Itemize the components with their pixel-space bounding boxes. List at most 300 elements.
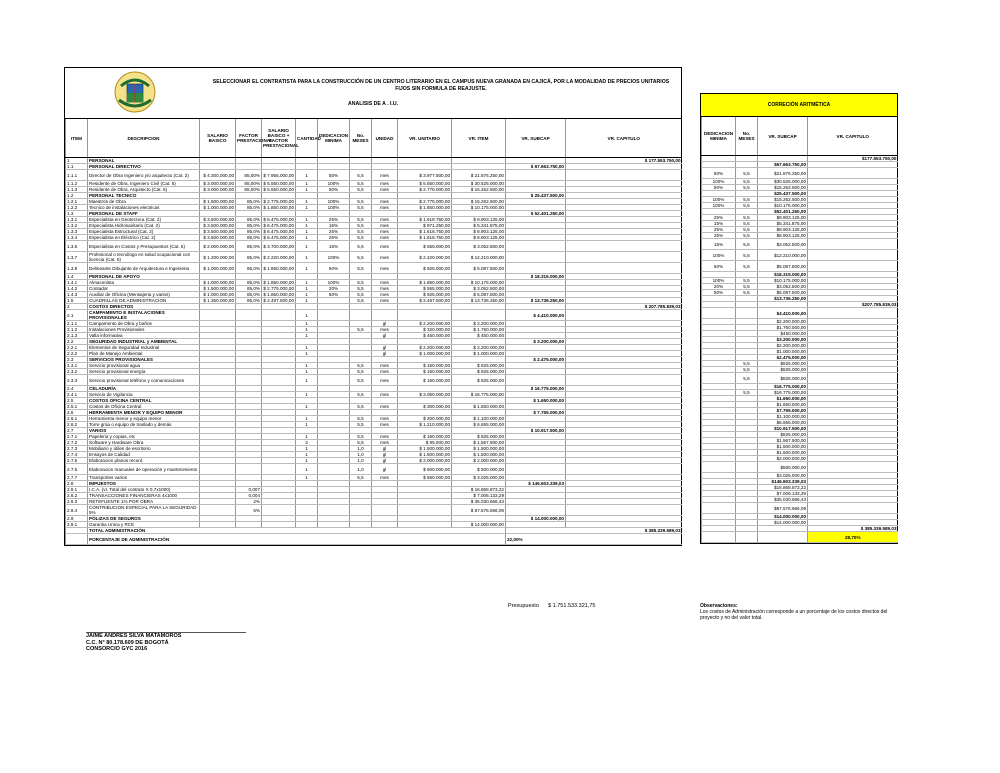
table-cell: 85,0%: [236, 199, 262, 205]
table-cell: RETEFUENTE 1% POR OBRA: [88, 499, 200, 505]
correction-percentage-value: 28,70%: [808, 532, 898, 543]
correction-column-header: DEDICACION MINIMA: [702, 117, 736, 156]
correction-cell: 100%: [702, 197, 736, 203]
table-cell: [236, 464, 262, 475]
correction-cell: $16.868.873,22: [758, 485, 808, 491]
table-cell: mes: [372, 187, 398, 193]
table-cell: $ 7.755.000,00: [506, 410, 566, 416]
table-cell: 1: [296, 229, 318, 235]
table-cell: [506, 464, 566, 475]
table-cell: [350, 505, 372, 516]
observations-text: Los costos de Administración corresponde a un porcentaje de los costos directos del proyecto y no del valor total.: [700, 609, 888, 621]
correction-cell: $30.525.000,00: [758, 179, 808, 185]
table-cell: [398, 310, 452, 321]
table-cell: 1: [296, 187, 318, 193]
table-cell: $ 14.000.000,00: [452, 522, 506, 528]
table-cell: 1: [296, 327, 318, 333]
table-cell: VARIOS: [88, 428, 200, 434]
correction-title: CORRECIÓN ARITMÉTICA: [701, 94, 897, 117]
table-cell: 5,5: [350, 475, 372, 481]
table-cell: $ 3.000.000,00: [200, 187, 236, 193]
correction-cell: $10.175.000,00: [758, 278, 808, 284]
table-cell: 5,5: [350, 422, 372, 428]
table-cell: 25%: [318, 217, 350, 223]
correction-cell: [808, 373, 898, 384]
table-cell: [506, 263, 566, 274]
correction-cell: $1.650.000,00: [758, 402, 808, 408]
table-cell: $ 1.650.000,00: [452, 404, 506, 410]
table-cell: mes: [372, 235, 398, 241]
table-cell: 100%: [318, 205, 350, 211]
column-header: FACTOR PRESTACIONAL: [236, 119, 262, 158]
table-cell: [506, 170, 566, 181]
table-cell: 2.8.2: [66, 493, 88, 499]
table-cell: 2.3.1: [66, 363, 88, 369]
table-cell: $ 1.618.750,00: [398, 217, 452, 223]
table-cell: $ 3.052.500,00: [452, 241, 506, 252]
table-cell: mes: [372, 286, 398, 292]
table-cell: PÓLIZAS DE SEGUROS: [88, 516, 200, 522]
correction-row: [702, 168, 898, 179]
table-cell: mes: [372, 404, 398, 410]
correction-cell: $14.000.000,00: [758, 514, 808, 520]
correction-cell: 5,5: [736, 215, 758, 221]
table-cell: CONTRIBUCION ESPECIAL PARA LA SEGURIDAD 5%: [88, 505, 200, 516]
table-cell: [566, 505, 682, 516]
correction-cell: [808, 261, 898, 272]
table-cell: $ 1.618.750,00: [398, 229, 452, 235]
percentage-row: [66, 534, 682, 545]
table-cell: mes: [372, 292, 398, 298]
correction-cell: [736, 308, 758, 319]
table-cell: $ 1.850.000,00: [262, 263, 296, 274]
table-cell: 2.2.2: [66, 351, 88, 357]
table-cell: Software y Hardware Obra: [88, 440, 200, 446]
correction-cell: 5,5: [736, 227, 758, 233]
table-cell: Almacenista: [88, 280, 200, 286]
correction-cell: $1.000.000,00: [758, 349, 808, 355]
table-cell: gl: [372, 351, 398, 357]
correction-cell: $3.200.000,00: [758, 337, 808, 343]
table-row: [66, 375, 682, 386]
table-cell: 1: [296, 298, 318, 304]
table-cell: 1: [296, 223, 318, 229]
table-cell: $ 1.500.000,00: [452, 446, 506, 452]
table-cell: gl: [372, 333, 398, 339]
table-cell: 1: [296, 205, 318, 211]
table-cell: 1: [296, 351, 318, 357]
correction-cell: $450.000,00: [758, 331, 808, 337]
table-cell: 1.5: [66, 298, 88, 304]
signer-name: JAIME ANDRES SILVA MATAMOROS: [86, 633, 182, 639]
table-cell: [350, 310, 372, 321]
table-cell: PERSONAL DE APOYO: [88, 274, 200, 280]
table-cell: 5,5: [350, 434, 372, 440]
correction-cell: $21.876.250,00: [758, 168, 808, 179]
table-cell: 1.1.2: [66, 181, 88, 187]
table-cell: Elaboracion planos record: [88, 458, 200, 464]
table-cell: Torre grúa o equipo de traslado y demás: [88, 422, 200, 428]
table-cell: Herramienta menor y equipo menor: [88, 416, 200, 422]
table-cell: 1: [296, 292, 318, 298]
table-cell: Servicio de Vigilancia: [88, 392, 200, 398]
table-cell: $ 1.000.000,00: [200, 280, 236, 286]
document-title: SELECCIONAR EL CONTRATISTA PARA LA CONSTRUCCIÓN DE UN CENTRO LITERARIO EN EL CAMPUS NUEVA GRANADA EN CAJICÁ, POR LA MODALIDAD DE PRECIOS UNITARIOS FIJOS SIN FORMULA DE REAJUSTE.: [212, 79, 670, 92]
table-cell: $ 825.000,00: [452, 375, 506, 386]
table-cell: $ 15.262.500,00: [452, 187, 506, 193]
table-cell: $ 21.876.250,00: [452, 170, 506, 181]
table-cell: 25%: [318, 235, 350, 241]
table-header-row: [66, 119, 682, 158]
correction-cell: 5,5: [736, 203, 758, 209]
table-cell: 5,5: [350, 286, 372, 292]
table-cell: $ 3.700.000,00: [262, 241, 296, 252]
table-cell: $ 825.000,00: [452, 363, 506, 369]
table-cell: mes: [372, 199, 398, 205]
correction-cell: 100%: [702, 278, 736, 284]
column-header: VR. CAPITULO: [566, 119, 682, 158]
correction-cell: 15%: [702, 221, 736, 227]
correction-cell: $2.475.000,00: [758, 355, 808, 361]
table-cell: $ 2.000.000,00: [200, 241, 236, 252]
table-cell: 1: [296, 452, 318, 458]
table-cell: 2.8.1: [66, 487, 88, 493]
table-cell: 2.2.1: [66, 345, 88, 351]
table-cell: $ 2.200.000,00: [452, 321, 506, 327]
table-cell: mes: [372, 280, 398, 286]
table-cell: [506, 252, 566, 263]
table-cell: mes: [372, 298, 398, 304]
total-value: $ 385.339.589,03: [506, 528, 682, 534]
table-cell: [318, 464, 350, 475]
correction-row: [702, 250, 898, 261]
table-cell: [236, 375, 262, 386]
table-cell: $ 8.903.125,00: [452, 217, 506, 223]
correction-cell: [702, 373, 736, 384]
table-cell: $ 1.000.000,00: [200, 263, 236, 274]
table-cell: mes: [372, 229, 398, 235]
correction-cell: $15.262.500,00: [758, 197, 808, 203]
table-cell: $ 2.497.500,00: [398, 298, 452, 304]
table-cell: $ 14.000.000,00: [506, 516, 566, 522]
table-cell: $ 2.220.000,00: [262, 252, 296, 263]
table-cell: $ 87.576.666,09: [452, 505, 506, 516]
table-cell: 1.3.1: [66, 217, 88, 223]
table-cell: [566, 310, 682, 321]
table-cell: 1: [296, 170, 318, 181]
table-cell: $ 925.000,00: [398, 292, 452, 298]
table-cell: Servicio provisional teléfono y comunicaciones: [88, 375, 200, 386]
table-cell: 0,004: [236, 493, 262, 499]
table-cell: [566, 252, 682, 263]
table-cell: PERSONAL DE STAFF: [88, 211, 200, 217]
table-cell: $ 1.350.000,00: [200, 298, 236, 304]
table-cell: $ 52.401.250,00: [506, 211, 566, 217]
correction-row: [702, 503, 898, 514]
table-cell: $ 2.200.000,00: [398, 345, 452, 351]
table-cell: 2: [66, 304, 88, 310]
table-cell: 1: [296, 199, 318, 205]
table-cell: 2.7.4: [66, 452, 88, 458]
correction-cell: $25.437.500,00: [758, 191, 808, 197]
table-cell: Especialista en Geotecnica (Cat. 2): [88, 217, 200, 223]
table-cell: 1.3.3: [66, 229, 88, 235]
table-cell: 1: [296, 422, 318, 428]
correction-column-header: No. MESES: [736, 117, 758, 156]
table-cell: 2.3.2: [66, 369, 88, 375]
total-label: TOTAL ADMINISTRACIÓN: [88, 528, 506, 534]
table-cell: 2.1.2: [66, 327, 88, 333]
table-cell: Tecnico de instalaciones electricas: [88, 205, 200, 211]
table-cell: 2.8: [66, 481, 88, 487]
column-header: ITEM: [66, 119, 88, 158]
table-cell: 85,0%: [236, 241, 262, 252]
table-cell: Papeleria y copias, etc: [88, 434, 200, 440]
table-cell: $ 2.200.000,00: [452, 345, 506, 351]
document-subtitle: ANALISIS DE A . I.U.: [347, 101, 399, 107]
table-cell: 2.6: [66, 410, 88, 416]
table-cell: COSTOS OFICINA CENTRAL: [88, 398, 200, 404]
table-cell: $ 150.000,00: [398, 369, 452, 375]
correction-cell: 25%: [702, 215, 736, 221]
correction-cell: $1.567.500,00: [758, 438, 808, 444]
table-cell: mes: [372, 440, 398, 446]
table-cell: $ 12.210.000,00: [452, 252, 506, 263]
table-cell: 1: [296, 363, 318, 369]
table-cell: $ 207.785.839,03: [566, 304, 682, 310]
table-cell: Contador: [88, 286, 200, 292]
correction-cell: 5,5: [736, 373, 758, 384]
table-cell: $ 10.175.000,00: [452, 280, 506, 286]
table-cell: 5,5: [350, 170, 372, 181]
table-cell: 5,5: [350, 416, 372, 422]
table-cell: gl: [372, 458, 398, 464]
table-cell: [566, 241, 682, 252]
table-cell: $ 1.500.000,00: [452, 452, 506, 458]
table-cell: 1,0: [350, 464, 372, 475]
table-cell: $ 2.220.000,00: [398, 252, 452, 263]
table-cell: $ 2.475.000,00: [506, 357, 566, 363]
table-cell: [200, 310, 236, 321]
correction-percentage-row: [702, 532, 898, 543]
table-row: [66, 263, 682, 274]
table-cell: mes: [372, 369, 398, 375]
table-cell: $ 6.475.000,00: [263, 235, 294, 240]
correction-cell: $35.030.666,43: [758, 497, 808, 503]
correction-cell: [702, 308, 736, 319]
correction-cell: 5,5: [736, 233, 758, 239]
table-cell: Plan de Manejo Ambiental: [88, 351, 200, 357]
table-cell: $ 1.500.000,00: [398, 446, 452, 452]
table-cell: [506, 241, 566, 252]
table-cell: $ 3.050.000,00: [398, 392, 452, 398]
signer-company: CONSORCIO GYC 2016: [86, 646, 148, 653]
table-cell: 50%: [318, 187, 350, 193]
correction-cell: $5.087.500,00: [758, 261, 808, 272]
correction-row: [702, 239, 898, 250]
table-cell: $ 3.500.000,00: [200, 223, 236, 229]
correction-cell: $16.775.000,00: [758, 384, 808, 390]
table-cell: HERRAMIENTA MENOR Y EQUIPO MENOR: [88, 410, 200, 416]
correction-row: [702, 462, 898, 473]
table-cell: 85,0%: [236, 205, 262, 211]
table-cell: Especialista Hidrosanitario (Cat. 2): [88, 223, 200, 229]
table-cell: Valla informativa: [88, 333, 200, 339]
table-cell: 2.5: [66, 398, 88, 404]
table-cell: $ 1.850.000,00: [398, 280, 452, 286]
table-cell: [262, 464, 296, 475]
table-cell: [566, 170, 682, 181]
table-cell: $ 1.000.000,00: [452, 351, 506, 357]
correction-cell: $5.087.500,00: [758, 290, 808, 296]
table-cell: 2.7.3: [66, 446, 88, 452]
correction-row: [702, 308, 898, 319]
table-cell: 5,5: [350, 263, 372, 274]
correction-cell: $1.650.000,00: [758, 396, 808, 402]
table-cell: 100%: [318, 181, 350, 187]
table-cell: $ 10.917.500,00: [506, 428, 566, 434]
table-cell: $ 8.903.125,00: [452, 229, 506, 235]
table-cell: 1,0: [350, 446, 372, 452]
table-cell: 50%: [318, 292, 350, 298]
table-cell: 2.6.2: [66, 422, 88, 428]
table-cell: $ 1.500.000,00: [200, 286, 236, 292]
table-cell: 100%: [318, 252, 350, 263]
correction-cell: $825.000,00: [758, 373, 808, 384]
table-cell: $ 2.775.000,00: [263, 199, 294, 204]
correction-cell: $8.903.125,00: [758, 233, 808, 239]
table-cell: PERSONAL: [88, 158, 200, 164]
table-cell: 15%: [318, 223, 350, 229]
correction-cell: $2.200.000,00: [758, 319, 808, 325]
correction-cell: $18.315.000,00: [758, 272, 808, 278]
table-cell: $ 30.525.000,00: [452, 181, 506, 187]
table-cell: [566, 263, 682, 274]
aiu-table: [65, 119, 682, 545]
correction-cell: 50%: [702, 168, 736, 179]
table-cell: Auxiliar de Oficina (Mensajeria y varios): [88, 292, 200, 298]
table-cell: 5,5: [350, 375, 372, 386]
table-cell: $ 1.567.500,00: [452, 440, 506, 446]
table-cell: $ 146.603.339,03: [506, 481, 566, 487]
correction-cell: 5,5: [736, 168, 758, 179]
table-cell: 1: [296, 464, 318, 475]
table-cell: 5,5: [350, 181, 372, 187]
table-cell: [262, 310, 296, 321]
table-cell: $ 8.903.125,00: [452, 235, 506, 241]
correction-cell: $13.736.250,00: [758, 296, 808, 302]
table-cell: 85,0%: [236, 235, 262, 241]
correction-cell: $825.000,00: [758, 361, 808, 367]
table-cell: [318, 310, 350, 321]
table-cell: [506, 375, 566, 386]
correction-cell: $2.000.000,00: [758, 456, 808, 462]
column-header: CANTIDAD: [296, 119, 318, 158]
table-cell: Ensayos de Calidad: [88, 452, 200, 458]
correction-cell: 50%: [702, 290, 736, 296]
table-cell: $ 1.100.000,00: [452, 416, 506, 422]
table-cell: Delineante Dibujante de Arquitectura e Ingenieria: [88, 263, 200, 274]
table-cell: I.C.A. (vr. Total del contrato X 0,7x1000): [88, 487, 200, 493]
table-cell: Garantia Unica y RCE: [88, 522, 200, 528]
table-cell: $ 6.475.000,00: [263, 223, 294, 228]
correction-column-header: VR. CAPITULO: [808, 117, 898, 156]
correction-cell: 5,5: [736, 239, 758, 250]
table-cell: Especialista Estructural (Cat. 2): [88, 229, 200, 235]
table-cell: $ 2.000.000,00: [398, 458, 452, 464]
correction-header-row: [702, 117, 898, 156]
table-cell: gl: [372, 452, 398, 458]
correction-cell: [808, 308, 898, 319]
table-cell: Especialista en Costos y Presupuestos (Cat. 5): [88, 241, 200, 252]
observations-title: Observaciones:: [700, 603, 738, 609]
table-cell: Profesional o tecnólogo en salud ocupacional con licencia (Cat. 5): [88, 252, 200, 263]
table-cell: 100%: [318, 199, 350, 205]
table-cell: $ 16.775.000,00: [452, 392, 506, 398]
correction-row: [702, 373, 898, 384]
correction-panel: [700, 93, 898, 544]
correction-cell: $7.006.133,29: [758, 491, 808, 497]
correction-cell: 50%: [702, 185, 736, 191]
table-cell: $ 1.000.000,00: [200, 292, 236, 298]
column-header: No. MESES: [350, 119, 372, 158]
table-cell: mes: [372, 392, 398, 398]
table-cell: $ 825.000,00: [452, 434, 506, 440]
table-cell: 5,5: [350, 229, 372, 235]
table-cell: $ 4.300.000,00: [200, 170, 236, 181]
observations: [700, 603, 900, 621]
table-cell: IMPUESTOS: [88, 481, 200, 487]
correction-cell: $3.052.500,00: [758, 284, 808, 290]
correction-cell: $146.603.339,03: [758, 479, 808, 485]
correction-cell: $87.576.666,09: [758, 503, 808, 514]
table-cell: 1.3.2: [66, 223, 88, 229]
table-cell: 1: [296, 475, 318, 481]
table-cell: [200, 505, 236, 516]
budget-label: Presupuesto: [508, 603, 539, 609]
table-cell: [318, 375, 350, 386]
table-cell: 1.2.2: [66, 205, 88, 211]
table-cell: 1: [296, 286, 318, 292]
table-cell: $ 1.000.000,00: [398, 351, 452, 357]
table-cell: $ 150.000,00: [398, 434, 452, 440]
table-cell: 2.7.6: [66, 464, 88, 475]
table-cell: $ 1.500.000,00: [398, 452, 452, 458]
table-cell: $ 825.000,00: [452, 369, 506, 375]
table-cell: mes: [372, 223, 398, 229]
table-cell: 15%: [318, 241, 350, 252]
correction-row: [702, 261, 898, 272]
table-cell: 2.4.1: [66, 392, 88, 398]
table-cell: $ 925.000,00: [398, 263, 452, 274]
table-cell: 1: [296, 321, 318, 327]
correction-cell: [736, 462, 758, 473]
correction-cell: 5,5: [736, 197, 758, 203]
table-row: [66, 505, 682, 516]
table-cell: [200, 464, 236, 475]
table-cell: $ 3.025.000,00: [452, 475, 506, 481]
table-cell: mes: [372, 422, 398, 428]
table-cell: 2.8.4: [66, 505, 88, 516]
table-cell: 2.6.1: [66, 416, 88, 422]
column-header: UNIDAD: [372, 119, 398, 158]
table-cell: COSTOS DIRECTOS: [88, 304, 200, 310]
table-cell: 1: [296, 310, 318, 321]
table-cell: $ 550.000,00: [398, 475, 452, 481]
table-row: [66, 464, 682, 475]
table-cell: SEGURIDAD INDUSTRIAL y AMBIENTAL: [88, 339, 200, 345]
table-cell: $ 3.977.500,00: [398, 170, 452, 181]
